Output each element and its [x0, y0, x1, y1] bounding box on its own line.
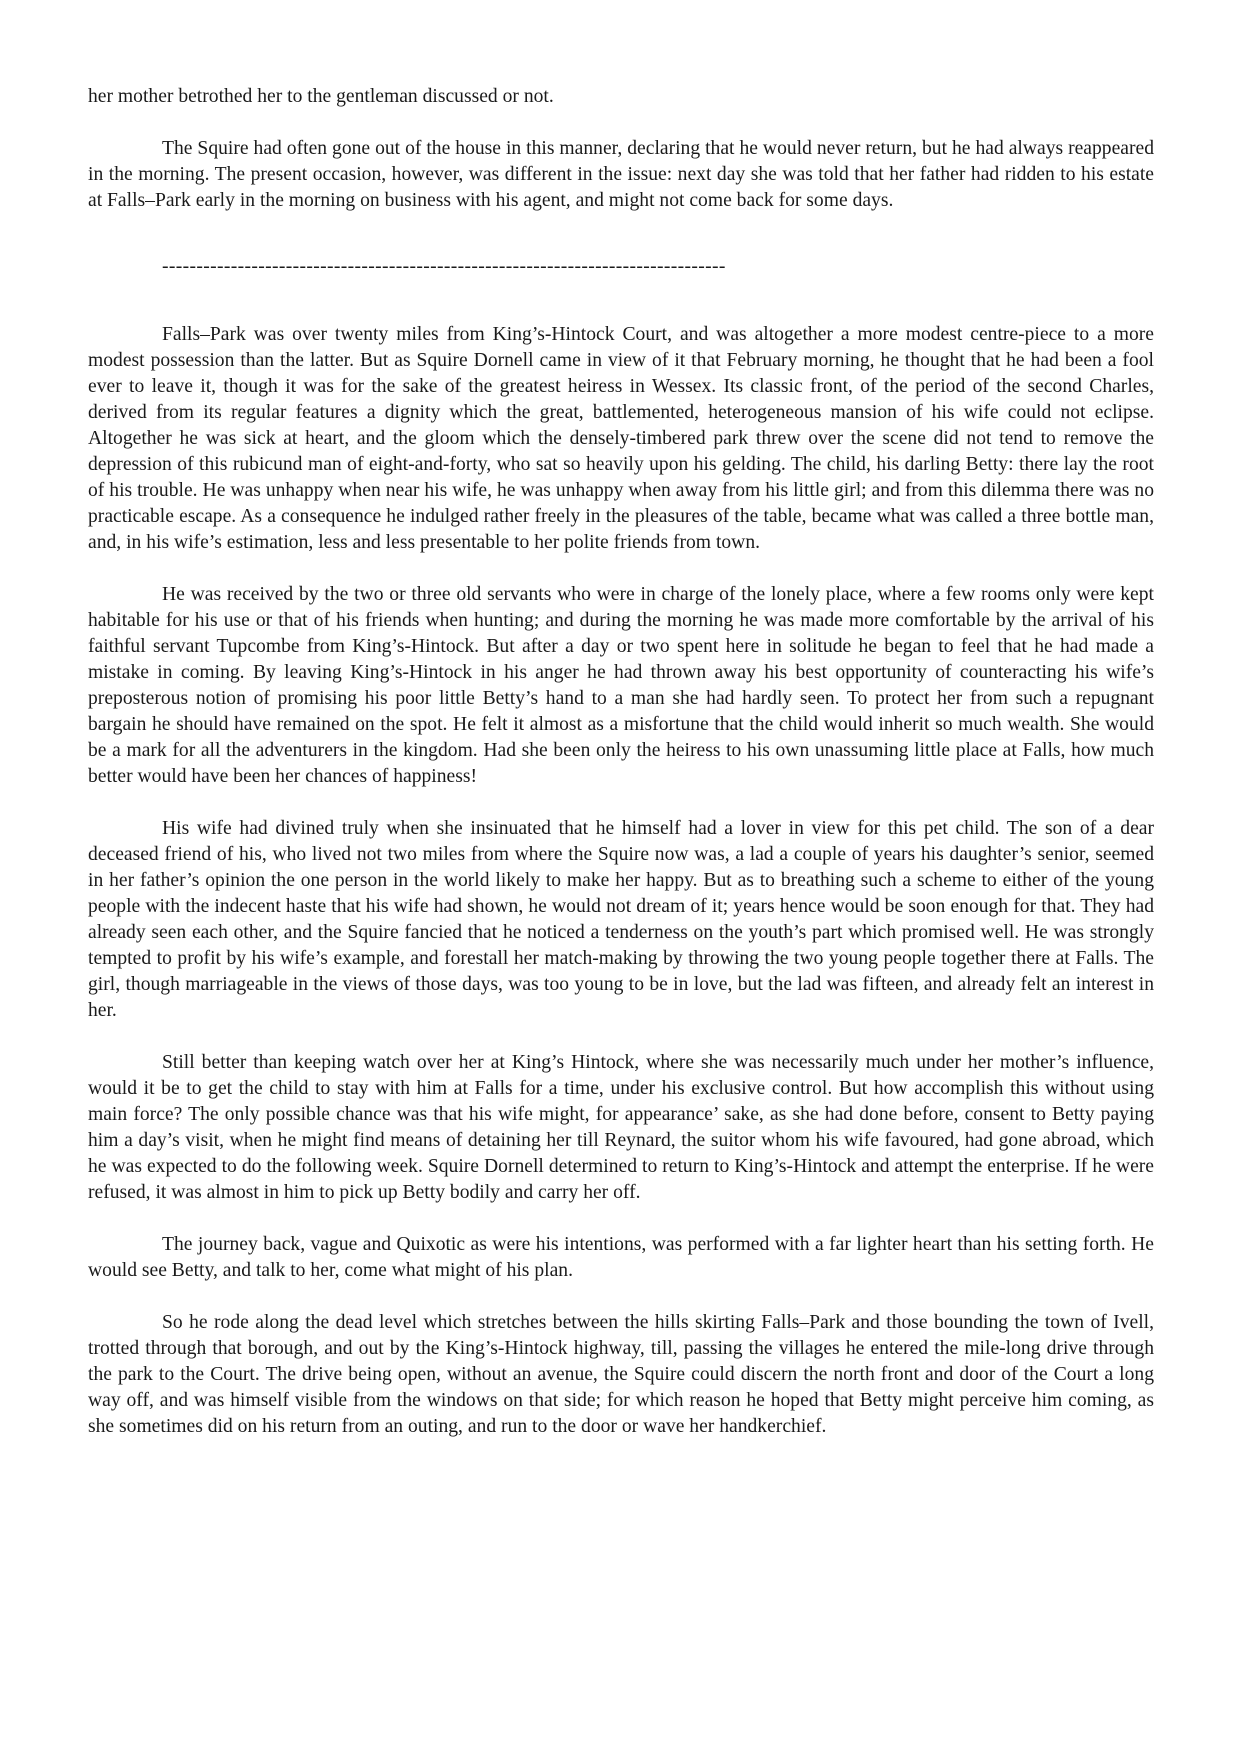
paragraph-squire-departure: The Squire had often gone out of the house in this manner, declaring that he would never return, but he had always reappeared in the morning. The present occasion, however, was different in the issue: next day she was told that her father had ridden to his estate at Falls–Park early in the morning on business with his agent, and might not come back for some days.	[88, 138, 1154, 211]
paragraph-wife-divined: His wife had divined truly when she insinuated that he himself had a lover in view for this pet child. The son of a dear deceased friend of his, who lived not two miles from where the Squire now was, a lad a couple of years his daughter’s senior, seemed in her father’s opinion the one person in the world likely to make her happy. But as to breathing such a scheme to either of the young people with the indecent haste that his wife had shown, he would not dream of it; years hence would be soon enough for that. They had already seen each other, and the Squire fancied that he noticed a tenderness on the youth’s part which promised well. He was strongly tempted to profit by his wife’s example, and forestall her match-making by throwing the two young people together there at Falls. The girl, though marriageable in the views of those days, was too young to be in love, but the lad was fifteen, and already felt an interest in her.	[88, 818, 1154, 1021]
paragraph-servants: He was received by the two or three old servants who were in charge of the lonely place, where a few rooms only were kept habitable for his use or that of his friends when hunting; and during the morning he was made more comfortable by the arrival of his faithful servant Tupcombe from King’s-Hintock. But after a day or two spent here in solitude he began to feel that he had made a mistake in coming. By leaving King’s-Hintock in his anger he had thrown away his best opportunity of counteracting his wife’s preposterous notion of promising his poor little Betty’s hand to a man she had hardly seen. To protect her from such a repugnant bargain he should have remained on the spot. He felt it almost as a misfortune that the child would inherit so much wealth. She would be a mark for all the adventurers in the kingdom. Had she been only the heiress to his own unassuming little place at Falls, how much better would have been her chances of happiness!	[88, 584, 1154, 787]
section-separator: ----------------------------------------------------------------------------------	[162, 256, 726, 277]
paragraph-falls-park: Falls–Park was over twenty miles from King’s-Hintock Court, and was altogether a more modest centre-piece to a more modest possession than the latter. But as Squire Dornell came in view of it that February morning, he thought that he had been a fool ever to leave it, though it was for the sake of the greatest heiress in Wessex. Its classic front, of the period of the second Charles, derived from its regular features a dignity which the great, battlemented, heterogeneous mansion of his wife could not eclipse. Altogether he was sick at heart, and the gloom which the densely-timbered park threw over the scene did not tend to remove the depression of this rubicund man of eight-and-forty, who sat so heavily upon his gelding. The child, his darling Betty: there lay the root of his trouble. He was unhappy when near his wife, he was unhappy when away from his little girl; and from this dilemma there was no practicable escape. As a consequence he indulged rather freely in the pleasures of the table, became what was called a three bottle man, and, in his wife’s estimation, less and less presentable to her polite friends from town.	[88, 324, 1154, 553]
paragraph-rode-along: So he rode along the dead level which stretches between the hills skirting Falls–Park and those bounding the town of Ivell, trotted through that borough, and out by the King’s-Hintock highway, till, passing the villages he entered the mile-long drive through the park to the Court. The drive being open, without an avenue, the Squire could discern the north front and door of the Court a long way off, and was himself visible from the windows on that side; for which reason he hoped that Betty might perceive him coming, as she sometimes did on his return from an outing, and run to the door or wave her handkerchief.	[88, 1312, 1154, 1437]
paragraph-journey-back: The journey back, vague and Quixotic as were his intentions, was performed with a far lighter heart than his setting forth. He would see Betty, and talk to her, come what might of his plan.	[88, 1234, 1154, 1281]
document-page	[88, 84, 1154, 1466]
paragraph-continuation: her mother betrothed her to the gentleman discussed or not.	[88, 86, 554, 107]
paragraph-still-better: Still better than keeping watch over her at King’s Hintock, where she was necessarily much under her mother’s influence, would it be to get the child to stay with him at Falls for a time, under his exclusive control. But how accomplish this without using main force? The only possible chance was that his wife might, for appearance’ sake, as she had done before, consent to Betty paying him a day’s visit, when he might find means of detaining her till Reynard, the suitor whom his wife favoured, had gone abroad, which he was expected to do the following week. Squire Dornell determined to return to King’s-Hintock and attempt the enterprise. If he were refused, it was almost in him to pick up Betty bodily and carry her off.	[88, 1052, 1154, 1203]
